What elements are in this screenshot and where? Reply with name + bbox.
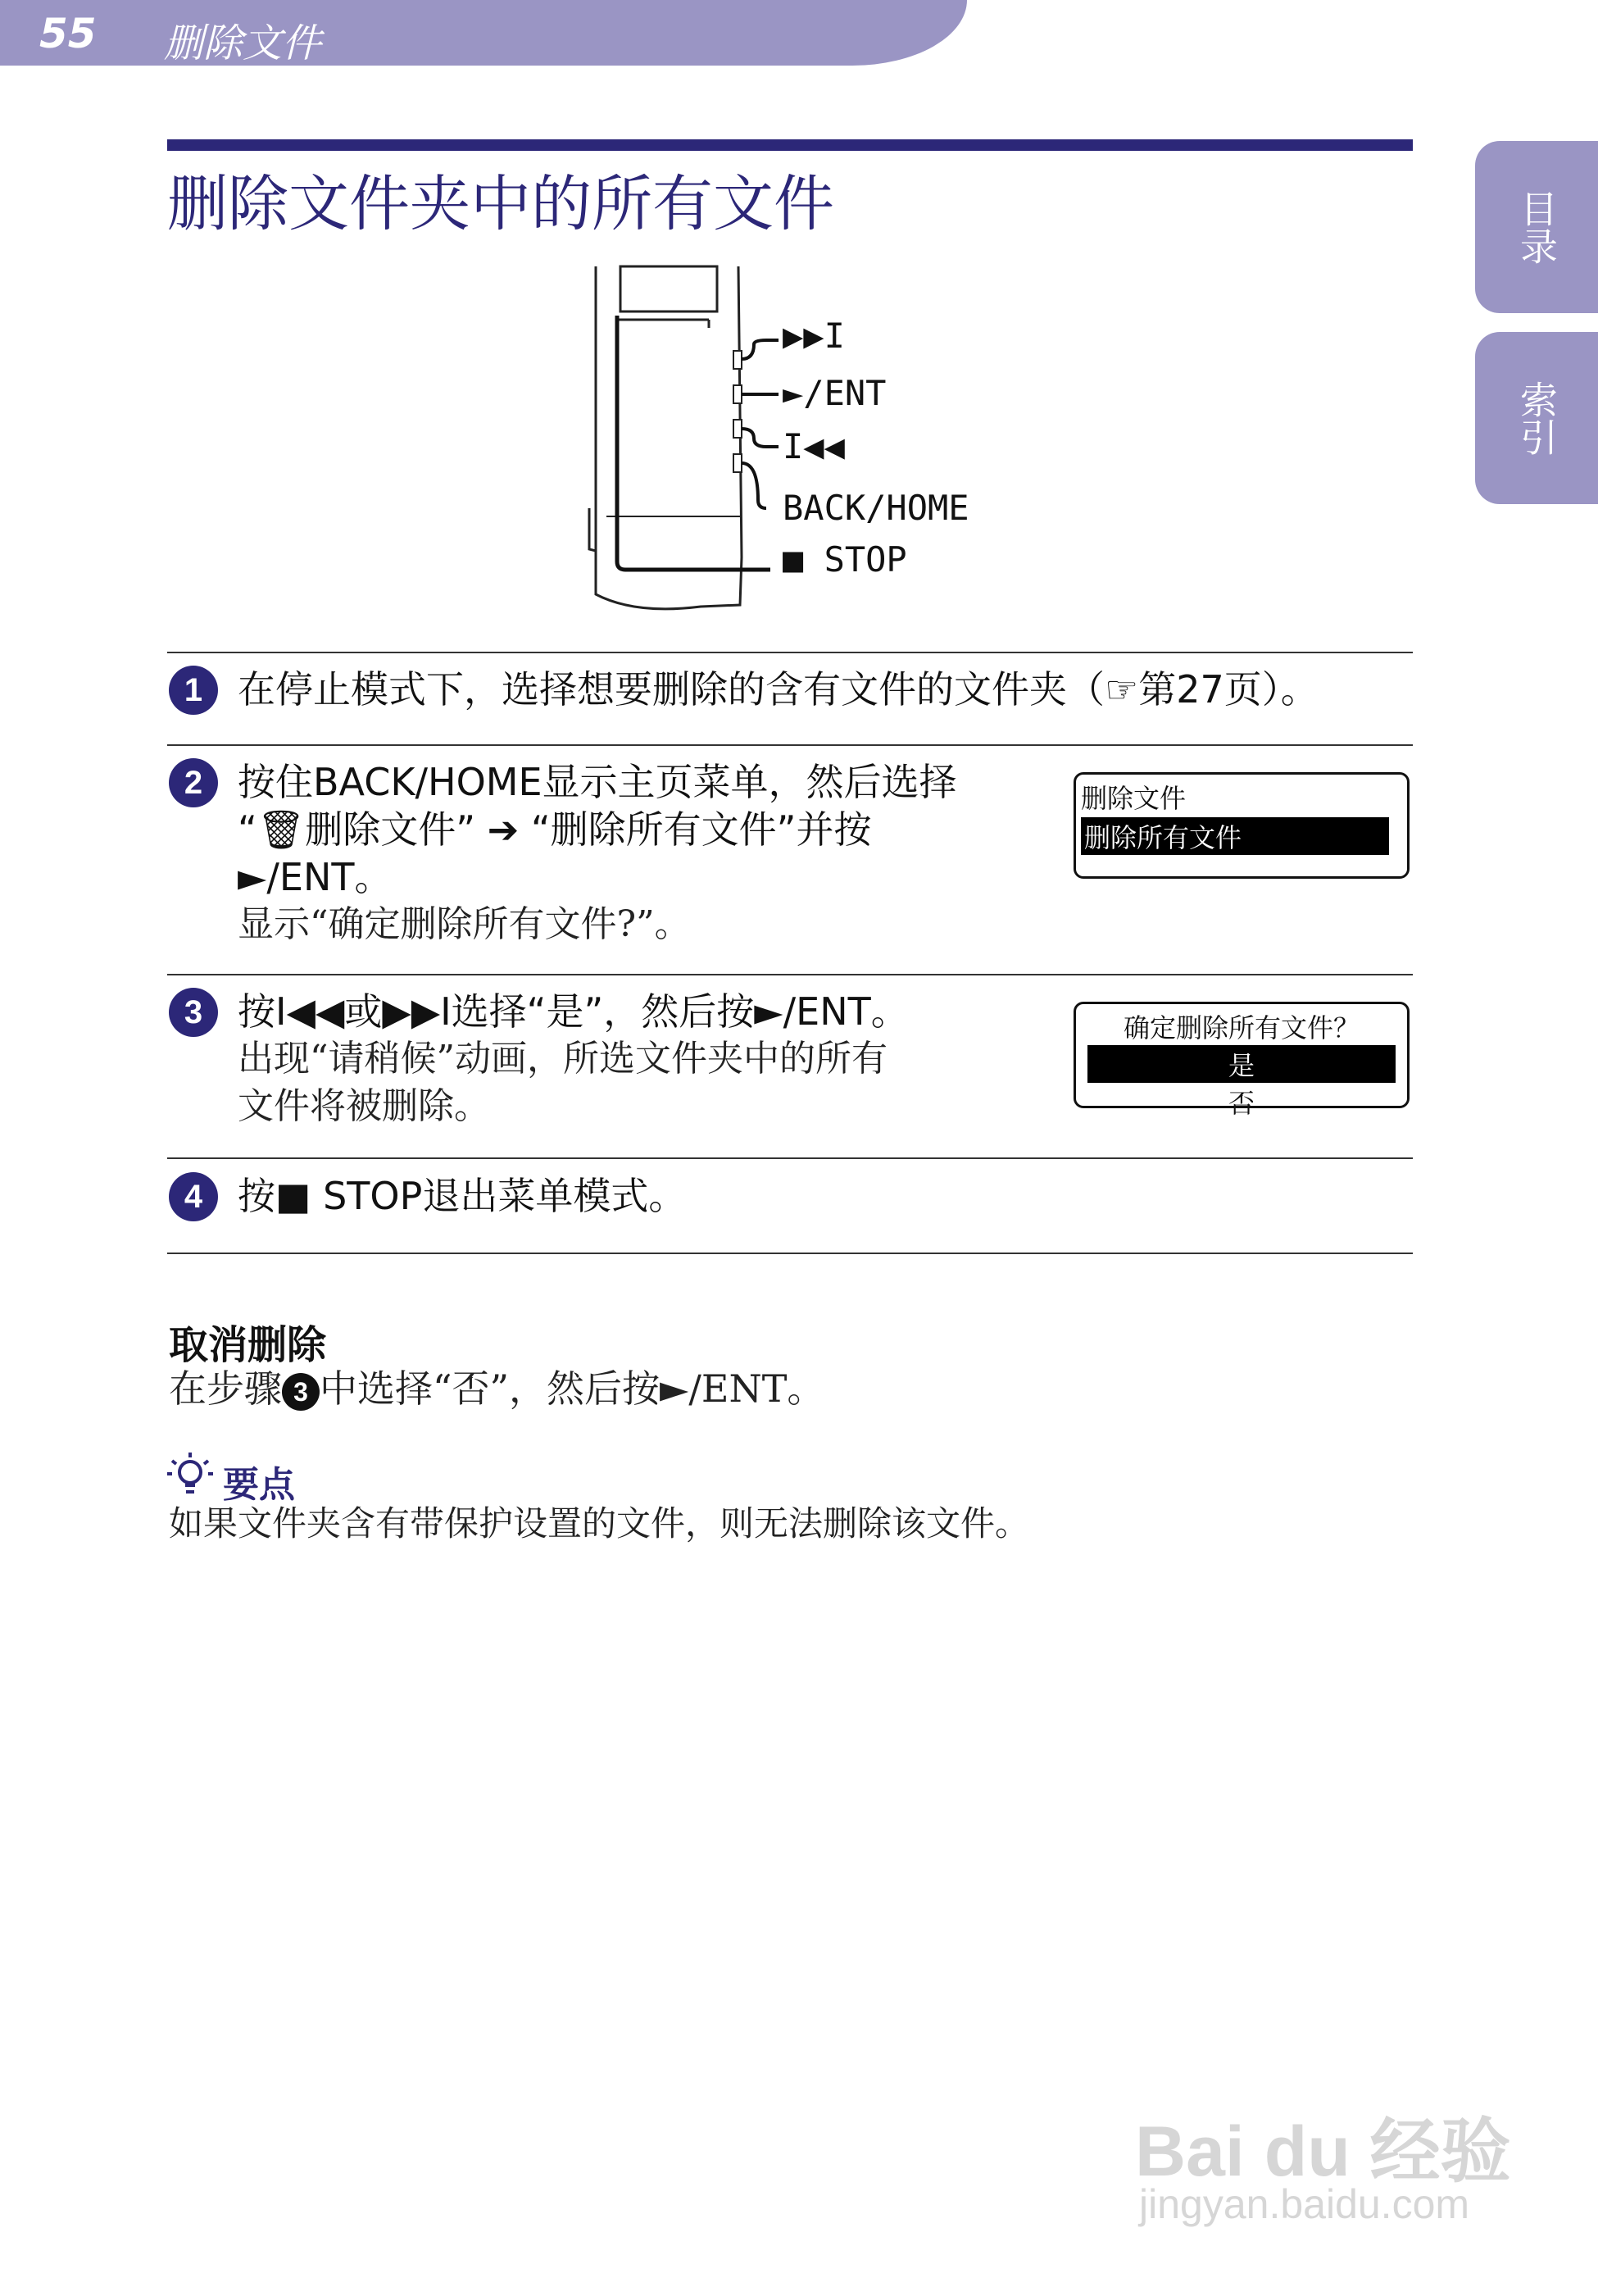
- step-3-screen: [1074, 1002, 1410, 1119]
- tip-heading: 要点: [223, 1464, 295, 1506]
- divider: [167, 1253, 1413, 1254]
- step-3-badge: 3: [169, 988, 218, 1037]
- page-number: 55: [39, 10, 97, 57]
- lightbulb-icon: [164, 1449, 216, 1502]
- step-3-line: 按I◀◀或▶▶I选择“是”，然后按►/ENT。: [238, 989, 909, 1034]
- label-back-home: BACK/HOME: [783, 488, 969, 528]
- cancel-step-ref: 3: [282, 1373, 320, 1411]
- cancel-heading: 取消删除: [169, 1322, 327, 1368]
- step-1-text: 在停止模式下，选择想要删除的含有文件的文件夹（☞第27页）。: [238, 667, 1319, 712]
- step-2-line: 按住BACK/HOME显示主页菜单，然后选择: [238, 760, 957, 804]
- step-2-note: 显示“确定删除所有文件?”。: [238, 903, 691, 945]
- step-4-text: 按■ STOP退出菜单模式。: [238, 1174, 687, 1218]
- label-play-ent: ►/ENT: [783, 373, 887, 413]
- tip-text: 如果文件夹含有带保护设置的文件，则无法删除该文件。: [169, 1503, 1030, 1544]
- divider: [167, 1157, 1413, 1159]
- cancel-text-before: 在步骤: [169, 1366, 282, 1411]
- screen-option-yes: 是: [1087, 1045, 1396, 1083]
- cancel-text-after: 中选择“否”，然后按►/ENT。: [320, 1366, 825, 1411]
- screen-option-no: 否: [1228, 1088, 1255, 1119]
- header-section-title: 删除文件: [164, 20, 322, 66]
- divider: [167, 974, 1413, 975]
- watermark-url: jingyan.baidu.com: [1139, 2181, 1470, 2227]
- tab-index-label: 索引: [1514, 380, 1559, 456]
- step-2-line: “🗑删除文件” ➔ “删除所有文件”并按: [238, 807, 872, 852]
- screen-menu-title: 删除文件: [1081, 783, 1187, 814]
- step-4-badge: 4: [169, 1172, 218, 1221]
- step-1-badge: 1: [169, 666, 218, 715]
- step-2-line: ►/ENT。: [238, 855, 393, 899]
- step-2-badge: 2: [169, 758, 218, 807]
- screen-selected-item: 删除所有文件: [1081, 817, 1389, 855]
- title-bar: [167, 139, 1413, 151]
- step-2-instructions: [238, 758, 975, 948]
- label-next: ▶▶I: [783, 316, 845, 356]
- step-2-screen: [1074, 772, 1410, 879]
- page-title: 删除文件夹中的所有文件: [167, 169, 834, 239]
- header-band: [0, 0, 967, 66]
- label-stop: ■ STOP: [783, 539, 907, 580]
- divider: [167, 744, 1413, 746]
- cancel-text: [169, 1365, 824, 1412]
- step-3-note: 出现“请稍候”动画，所选文件夹中的所有: [238, 1038, 888, 1080]
- screen-confirm-text: 确定删除所有文件？: [1123, 1012, 1360, 1043]
- step-3-instructions: [238, 988, 1016, 1130]
- tab-index[interactable]: [1475, 332, 1598, 504]
- step-3-note: 文件将被删除。: [238, 1085, 490, 1127]
- tab-contents-label: 目录: [1514, 189, 1559, 265]
- watermark-brand: Bai du 经验: [1135, 2112, 1511, 2191]
- label-prev: I◀◀: [783, 426, 845, 466]
- tab-contents[interactable]: [1475, 141, 1598, 313]
- divider: [167, 652, 1413, 653]
